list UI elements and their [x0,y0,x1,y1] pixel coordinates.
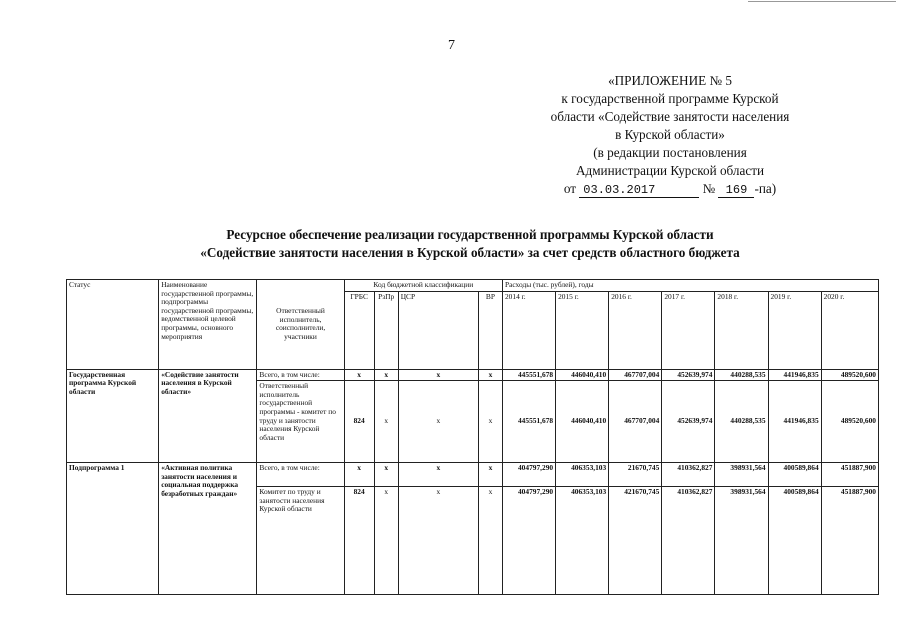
annex-line: «ПРИЛОЖЕНИЕ № 5 [608,73,732,88]
header-csr: ЦСР [398,291,478,369]
header-row [67,280,879,292]
code-cell: 824 [344,487,374,595]
annex-line: (в редакции постановления [593,145,747,160]
header-year: 2020 г. [821,291,878,369]
table-row [67,463,879,487]
value-cell: 410362,827 [662,487,715,595]
value-cell: 406353,103 [556,487,609,595]
code-cell: x [374,381,398,463]
header-year: 2018 г. [715,291,768,369]
header-year: 2019 г. [768,291,821,369]
header-budget-code: Код бюджетной классификации [344,280,502,292]
title-line: «Содействие занятости населения в Курской области» за счет средств областного бюджета [200,245,740,260]
code-cell: x [398,463,478,487]
annex-header [520,72,820,198]
table-row [67,369,879,381]
value-cell: 467707,004 [609,381,662,463]
value-cell: 404797,290 [502,463,555,487]
annex-line: области «Содействие занятости населения [550,109,790,124]
number-label: № [702,181,716,196]
value-cell: 452639,974 [662,369,715,381]
code-cell: x [374,487,398,595]
value-cell: 445551,678 [502,381,555,463]
row-status: Подпрограмма 1 [67,463,159,595]
code-cell: x [374,463,398,487]
value-cell: 400589,864 [768,487,821,595]
row-name: «Активная политика занятости населения и социальная поддержка безработных граждан» [159,463,257,595]
header-year: 2014 г. [502,291,555,369]
value-cell: 410362,827 [662,463,715,487]
value-cell: 421670,745 [609,487,662,595]
header-grbs: ГРБС [344,291,374,369]
value-cell: 467707,004 [609,369,662,381]
code-cell: x [398,369,478,381]
header-expenses: Расходы (тыс. рублей), годы [502,280,878,292]
value-cell: 440288,535 [715,369,768,381]
value-cell: 451887,900 [821,487,878,595]
annex-line: в Курской области» [615,127,725,142]
value-cell: 452639,974 [662,381,715,463]
decree-number: 169 [718,184,754,198]
annex-line: Администрации Курской области [575,163,765,178]
row-executor: Ответственный исполнитель государственной программы - комитет по труду и занятости населения Курской области [257,381,344,463]
value-cell: 445551,678 [502,369,555,381]
value-cell: 489520,600 [821,381,878,463]
code-cell: x [344,369,374,381]
value-cell: 451887,900 [821,463,878,487]
code-cell: x [478,463,502,487]
code-cell: x [374,369,398,381]
decree-date: 03.03.2017 [579,184,699,198]
value-cell: 404797,290 [502,487,555,595]
annex-date-line [520,180,820,198]
header-year: 2017 г. [662,291,715,369]
code-cell: x [478,487,502,595]
row-status: Государственная программа Курской области [67,369,159,463]
from-label: от [563,181,576,196]
value-cell: 441946,835 [768,381,821,463]
header-status: Статус [67,280,159,370]
annex-line: к государственной программе Курской [561,91,779,106]
value-cell: 440288,535 [715,381,768,463]
header-year: 2016 г. [609,291,662,369]
value-cell: 446040,410 [556,369,609,381]
header-executor: Ответственный исполнитель, соисполнители, участники [257,280,344,370]
header-rzpr: РзПр [374,291,398,369]
value-cell: 406353,103 [556,463,609,487]
value-cell: 441946,835 [768,369,821,381]
value-cell: 400589,864 [768,463,821,487]
page-number: 7 [448,38,455,53]
title-line: Ресурсное обеспечение реализации государственной программы Курской области [226,227,714,242]
top-rule [748,1,896,2]
row-total-label: Всего, в том числе: [257,369,344,381]
row-total-label: Всего, в том числе: [257,463,344,487]
decree-suffix: -па) [754,181,777,196]
resource-table [66,279,879,595]
row-executor: Комитет по труду и занятости населения Курской области [257,487,344,595]
header-year: 2015 г. [556,291,609,369]
value-cell: 489520,600 [821,369,878,381]
value-cell: 398931,564 [715,487,768,595]
document-title [120,226,820,262]
code-cell: x [478,381,502,463]
header-vr: ВР [478,291,502,369]
value-cell: 21670,745 [609,463,662,487]
code-cell: x [398,381,478,463]
value-cell: 398931,564 [715,463,768,487]
value-cell: 446040,410 [556,381,609,463]
code-cell: x [398,487,478,595]
code-cell: 824 [344,381,374,463]
row-name: «Содействие занятости населения в Курской области» [159,369,257,463]
header-name: Наименование государственной программы, подпрограммы государственной программы, ведомственной целевой программы, основного мероприятия [159,280,257,370]
code-cell: x [344,463,374,487]
code-cell: x [478,369,502,381]
